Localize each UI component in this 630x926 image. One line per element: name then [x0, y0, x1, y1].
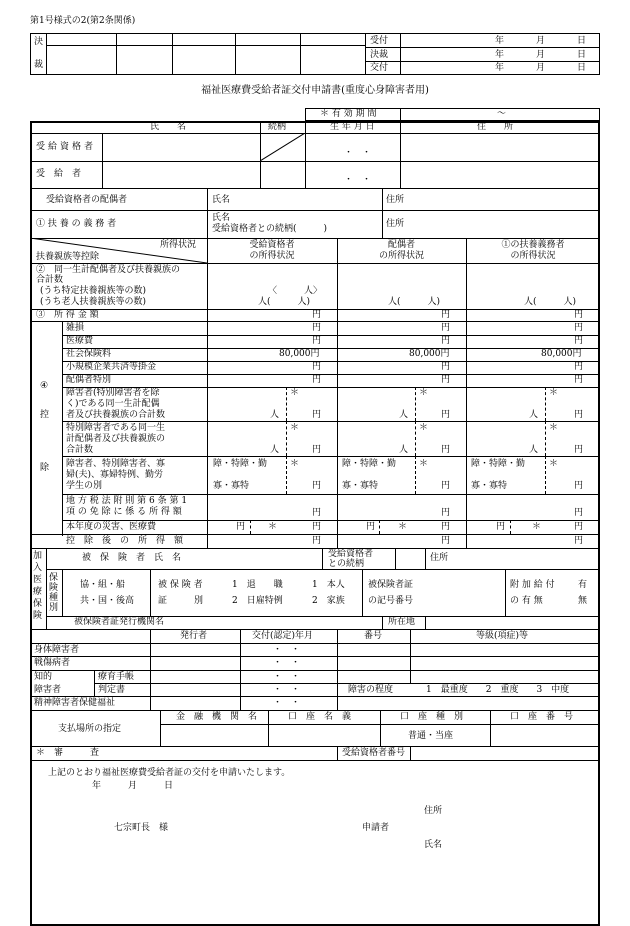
qualified-dots: ・ ・ [344, 148, 372, 158]
disabled-dep-l2: く)である同一生計配偶 [66, 399, 160, 409]
card-label-1: 被保険者証 [368, 580, 414, 590]
yen-income-2: 円 [441, 310, 451, 320]
deduction-social-insurance: 社会保険料 [66, 349, 112, 359]
insurance-types1: 協・組・船 [80, 580, 126, 590]
disaster-label: 本年度の災害、医療費 [66, 522, 157, 532]
social-insurance-col1: 80,000円 [279, 349, 320, 359]
ins-side-4: 療 [33, 587, 43, 597]
additional-yes: 有 [578, 580, 588, 590]
cert-issuer: 発行者 [180, 631, 208, 641]
recipient-dots: ・ ・ [344, 175, 372, 185]
obligor-relation: 受給資格者との続柄( ) [212, 224, 328, 234]
col1-header-b: の所得状況 [249, 251, 295, 261]
col3-header-a: ①の扶養義務者 [501, 240, 565, 250]
cert-degree-options: 1 最重度 2 重度 3 中度 [426, 685, 570, 695]
local-tax-l1: 地 方 税 法 附 則 第 6 条 第 1 [66, 496, 188, 506]
yen-r1c2: 円 [441, 323, 451, 333]
header-name: 氏 名 [150, 122, 187, 132]
kind-side-2: 険 [49, 583, 59, 593]
yen-sd2: 円 [441, 445, 451, 455]
person-sd1: 人 [270, 445, 280, 455]
review-label: ＊ 審 査 [36, 748, 100, 758]
yen-ad2: 円 [441, 536, 451, 546]
disabled-dep-l1: 障害者(特別障害者を除 [66, 388, 160, 398]
widow-opt2-c2: 寡・寡特 [342, 481, 379, 491]
statement-name: 氏名 [424, 840, 443, 850]
kind-side-1: 保 [49, 573, 59, 583]
insurance-address-label: 住所 [430, 553, 449, 563]
spouse-name: 氏名 [212, 195, 231, 205]
star-sd1: ＊ [290, 423, 300, 433]
yen-r4c2: 円 [441, 362, 451, 372]
approval-day-1: 日 [577, 36, 587, 46]
star-w3: ＊ [549, 459, 559, 469]
star-dd1: ＊ [290, 388, 300, 398]
cert-physical: 身体障害者 [34, 645, 80, 655]
person-sd2: 人 [399, 445, 409, 455]
dependents-open-count: 〈 人〉 [268, 286, 323, 296]
yen-ad3: 円 [574, 536, 584, 546]
ins-side-3: 医 [33, 575, 43, 585]
person-dd3: 人 [529, 410, 539, 420]
retire-1: 1 退 職 [232, 580, 283, 590]
deduction-side-2: 控 [40, 410, 50, 420]
qual-relation-l2: との続柄 [328, 559, 365, 569]
insurance-types2: 共・国・後高 [80, 596, 135, 606]
self-1: 1 本人 [312, 580, 345, 590]
issuer-label: 被保険者証発行機関名 [74, 617, 165, 627]
payment-number: 口 座 番 号 [510, 712, 574, 722]
approval-day-2: 日 [577, 50, 587, 60]
additional-2: の 有 無 [510, 596, 543, 606]
spouse-address: 住所 [386, 195, 405, 205]
person-dd2: 人 [399, 410, 409, 420]
yen-lt2: 円 [441, 508, 451, 518]
dependents-count-col2: 人( 人) [388, 297, 441, 307]
yen-sd3: 円 [574, 445, 584, 455]
cert-dots-4: ・ ・ [273, 685, 301, 695]
dependents-line2: 合計数 [36, 275, 64, 285]
cert-intellectual2: 障害者 [34, 685, 62, 695]
ins-side-2: 入 [33, 563, 43, 573]
insured-name-label: 被 保 険 者 氏 名 [82, 553, 182, 563]
statement-date: 年 月 日 [92, 781, 174, 791]
approval-sai: 裁 [34, 60, 44, 70]
yen-r5c3: 円 [574, 375, 584, 385]
widow-opt1-c2: 障・特障・勤 [342, 459, 397, 469]
statement-mayor: 七宗町長 様 [114, 823, 169, 833]
approval-month-2: 月 [536, 50, 546, 60]
widow-opt2-c1: 寡・寡特 [213, 481, 250, 491]
yen-income-1: 円 [312, 310, 322, 320]
widow-opt2-c3: 寡・寡特 [471, 481, 508, 491]
form-number: 第1号様式の2(第2条関係) [30, 16, 136, 26]
dis-yen-b1: 円 [312, 522, 322, 532]
yen-r2c3: 円 [574, 336, 584, 346]
approval-year-3: 年 [495, 63, 505, 73]
special-dep-l2: 計配偶者及び扶養親族の [66, 434, 166, 444]
dependents-line3: (うち特定扶養親族等の数) [40, 286, 147, 296]
statement-text: 上記のとおり福祉医療費受給者証の交付を申請いたします。 [48, 768, 291, 778]
approval-year-1: 年 [495, 36, 505, 46]
social-insurance-col3: 80,000円 [541, 349, 582, 359]
yen-dd2: 円 [441, 410, 451, 420]
payment-label: 支払場所の指定 [58, 724, 122, 734]
location-label: 所在地 [388, 617, 416, 627]
payment-type: 口 座 種 別 [400, 712, 464, 722]
col2-header-a: 配偶者 [387, 240, 415, 250]
obligor-address: 住所 [386, 219, 405, 229]
dis-yen-a3: 円 [496, 522, 506, 532]
approval-decision: 決裁 [370, 50, 389, 60]
payment-bank: 金 融 機 関 名 [176, 712, 258, 722]
cert-dots-3: ・ ・ [273, 672, 301, 682]
approval-year-2: 年 [495, 50, 505, 60]
dependents-count-col1: 人( 人) [258, 297, 311, 307]
special-dep-l3: 合計数 [66, 445, 94, 455]
yen-sd1: 円 [312, 445, 322, 455]
after-deduction-label: 控 除 後 の 所 得 額 [66, 536, 184, 546]
cert-dots-2: ・ ・ [273, 658, 301, 668]
ins-side-1: 加 [33, 551, 43, 561]
dis-star2: ＊ [398, 522, 408, 532]
insured-label1: 被 保 険 者 [158, 580, 203, 590]
retire-2: 2 日雇特例 [232, 596, 283, 606]
dis-star1: ＊ [268, 522, 278, 532]
deduction-zasson: 雑損 [66, 323, 85, 333]
obligor-name: 氏名 [212, 213, 231, 223]
person-dd1: 人 [270, 410, 280, 420]
additional-1: 附 加 給 付 [510, 580, 555, 590]
header-birth: 生 年 月 日 [330, 122, 375, 132]
cert-ryoiku: 療育手帳 [98, 672, 135, 682]
approval-month-3: 月 [536, 63, 546, 73]
diagonal-line [260, 133, 305, 161]
dependents-count-col3: 人( 人) [524, 297, 577, 307]
yen-w1: 円 [312, 481, 322, 491]
payment-holder: 口 座 名 義 [288, 712, 352, 722]
col3-header-b: の所得状況 [510, 251, 556, 261]
income-amount-label: ③ 所 得 金 額 [36, 310, 99, 320]
dis-yen-b3: 円 [574, 522, 584, 532]
widow-l2: 婦(夫)、寡婦特例、勤労 [66, 470, 164, 480]
yen-r2c2: 円 [441, 336, 451, 346]
approval-receipt: 受付 [370, 36, 389, 46]
self-2: 2 家族 [312, 596, 345, 606]
deduction-medical: 医療費 [66, 336, 94, 346]
dis-yen-b2: 円 [441, 522, 451, 532]
star-dd3: ＊ [549, 388, 559, 398]
approval-issue: 交付 [370, 63, 389, 73]
card-label-2: の記号番号 [368, 596, 414, 606]
dis-star3: ＊ [532, 522, 542, 532]
deduction-small-enterprise: 小規模企業共済等掛金 [66, 362, 157, 372]
cert-date: 交付(認定)年月 [252, 631, 314, 641]
additional-no: 無 [578, 596, 588, 606]
cert-dots-5: ・ ・ [273, 698, 301, 708]
dependents-line4: (うち老人扶養親族等の数) [40, 297, 147, 307]
widow-l1: 障害者、特別障害者、寡 [66, 459, 166, 469]
validity-label: ＊ 有 効 期 間 [320, 109, 377, 119]
yen-lt1: 円 [312, 508, 322, 518]
star-dd2: ＊ [419, 388, 429, 398]
yen-r5c1: 円 [312, 375, 322, 385]
validity-tilde: ～ [497, 109, 507, 119]
col2-header-b: の所得状況 [378, 251, 424, 261]
star-w1: ＊ [290, 459, 300, 469]
statement-applicant: 申請者 [362, 823, 390, 833]
qualified-label: 受給資格者 [36, 142, 97, 152]
qual-relation-l1: 受給資格者 [328, 549, 374, 559]
widow-opt1-c3: 障・特障・勤 [471, 459, 526, 469]
header-address: 住 所 [477, 122, 514, 132]
cert-grade: 等級(項症)等 [476, 631, 529, 641]
yen-dd1: 円 [312, 410, 322, 420]
obligor-label: ① 扶 養 の 義 務 者 [36, 219, 117, 229]
social-insurance-col2: 80,000円 [409, 349, 450, 359]
widow-opt1-c1: 障・特障・勤 [213, 459, 268, 469]
approval-month-1: 月 [536, 36, 546, 46]
cert-dots-1: ・ ・ [273, 645, 301, 655]
dependents-line1: ② 同一生計配偶者及び扶養親族の [36, 265, 181, 275]
col1-header-a: 受給資格者 [249, 240, 295, 250]
yen-lt3: 円 [574, 508, 584, 518]
cert-degree-label: 障害の程度 [348, 685, 394, 695]
yen-dd3: 円 [574, 410, 584, 420]
yen-w3: 円 [574, 481, 584, 491]
cert-hantei: 判定書 [98, 685, 126, 695]
deduction-label: 扶養親族等控除 [36, 252, 100, 262]
cert-war: 戦傷病者 [34, 658, 71, 668]
yen-w2: 円 [441, 481, 451, 491]
ins-side-5: 保 [33, 599, 43, 609]
approval-day-3: 日 [577, 63, 587, 73]
cert-number: 番号 [364, 631, 383, 641]
yen-r5c2: 円 [441, 375, 451, 385]
deduction-spouse-special: 配偶者特別 [66, 375, 112, 385]
yen-r1c1: 円 [312, 323, 322, 333]
header-relation: 続柄 [268, 122, 287, 132]
special-dep-l1: 特別障害者である同一生 [66, 423, 166, 433]
star-w2: ＊ [419, 459, 429, 469]
deduction-side-3: 除 [40, 463, 50, 473]
statement-address: 住所 [424, 806, 443, 816]
recipient-label: 受 給 者 [36, 169, 82, 179]
ins-side-6: 険 [33, 611, 43, 621]
widow-l3: 学生の別 [66, 481, 103, 491]
page-title: 福祉医療費受給者証交付申請書(重度心身障害者用) [201, 85, 429, 96]
person-sd3: 人 [529, 445, 539, 455]
star-sd2: ＊ [419, 423, 429, 433]
dis-yen-a2: 円 [366, 522, 376, 532]
spouse-label: 受給資格者の配偶者 [46, 195, 128, 205]
star-sd3: ＊ [549, 423, 559, 433]
dis-yen-a1: 円 [236, 522, 246, 532]
review-number: 受給資格者番号 [342, 748, 406, 758]
cert-mental: 精神障害者保健福祉 [34, 698, 116, 708]
payment-type-value: 普通・当座 [408, 731, 454, 741]
local-tax-l2: 項 の 免 除 に 係 る 所 得 額 [66, 507, 182, 517]
kind-side-4: 別 [49, 603, 59, 613]
yen-r1c3: 円 [574, 323, 584, 333]
yen-r4c1: 円 [312, 362, 322, 372]
disabled-dep-l3: 者及び扶養親族の合計数 [66, 410, 166, 420]
income-status-label: 所得状況 [160, 240, 197, 250]
kind-side-3: 種 [49, 593, 59, 603]
yen-income-3: 円 [574, 310, 584, 320]
insured-label2: 証 別 [158, 596, 204, 606]
cert-intellectual1: 知的 [34, 672, 53, 682]
deduction-side-1: ④ [40, 381, 49, 391]
yen-ad1: 円 [312, 536, 322, 546]
yen-r4c3: 円 [574, 362, 584, 372]
yen-r2c1: 円 [312, 336, 322, 346]
approval-ketsu: 決 [34, 37, 44, 47]
